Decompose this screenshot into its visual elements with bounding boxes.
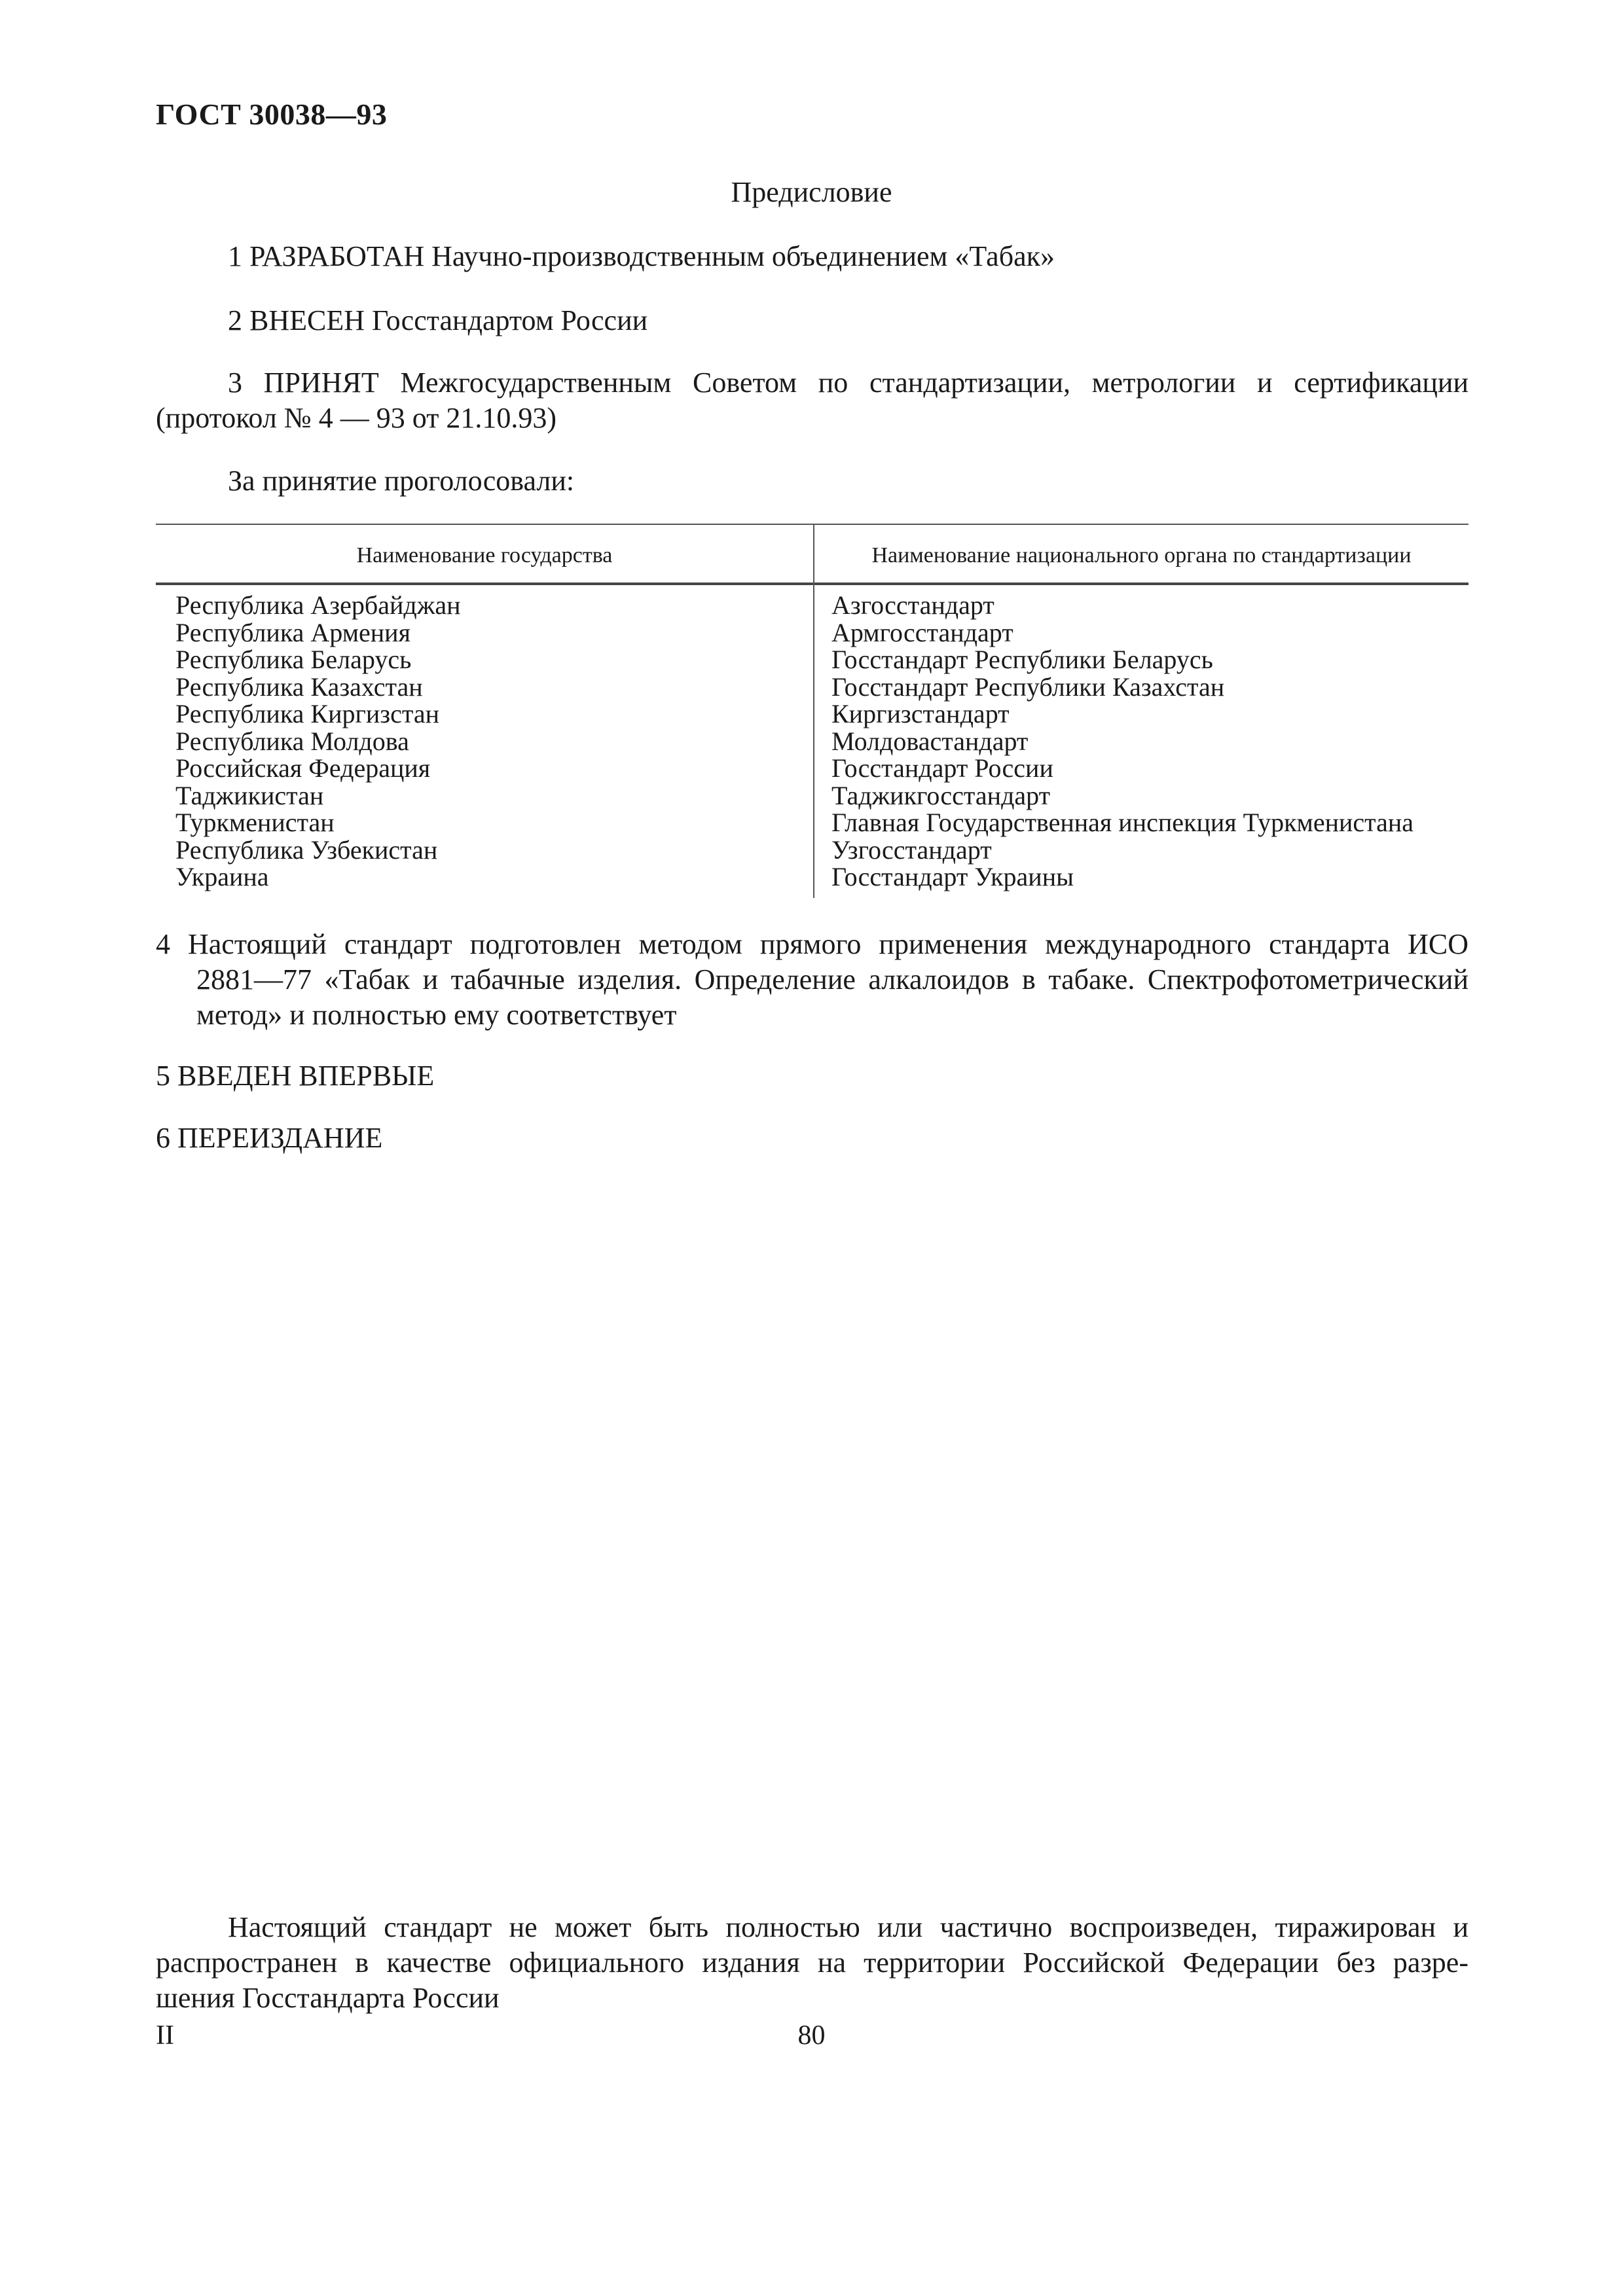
table-cell-state: Республика Узбекистан	[175, 834, 438, 865]
table-cell-body: Главная Государственная инспекция Туркменистана	[831, 808, 1414, 837]
foreword-item-submitted: 2 ВНЕСЕН Госстандартом России	[228, 304, 648, 336]
table-cell-state: Республика Молдова	[175, 726, 409, 756]
table-cell-body: Азгосстандарт	[831, 590, 994, 620]
table-cell-body: Молдовастандарт	[831, 726, 1029, 756]
foreword-item-adopted-line2: (протокол № 4 — 93 от 21.10.93)	[156, 402, 557, 434]
foreword-item-adopted-line1: 3 ПРИНЯТ Межгосударственным Советом по стандартизации, метрологии и сертификации	[228, 367, 1468, 399]
copyright-notice-line1: Настоящий стандарт не может быть полностью или частично воспроизведен, тиражирован и	[228, 1911, 1468, 1943]
table-header-state: Наименование государства	[356, 543, 613, 567]
roman-page-number: II	[156, 2020, 174, 2051]
table-cell-state: Республика Азербайджан	[175, 590, 461, 620]
table-header-body: Наименование национального органа по стандартизации	[871, 543, 1412, 567]
page-number: 80	[797, 2020, 826, 2051]
voting-states-table	[156, 524, 1468, 898]
voted-intro: За принятие проголосовали:	[228, 465, 575, 497]
copyright-notice-line3: шения Госстандарта России	[156, 1982, 500, 2014]
table-header-rule	[156, 583, 1468, 585]
table-cell-body: Госстандарт Республики Казахстан	[831, 672, 1225, 702]
table-cell-body: Госстандарт России	[831, 753, 1053, 783]
table-cell-state: Таджикистан	[175, 780, 324, 810]
table-cell-state: Республика Беларусь	[175, 645, 412, 674]
item-introduced-first: 5 ВВЕДЕН ВПЕРВЫЕ	[156, 1060, 435, 1092]
copyright-notice-line2: распространен в качестве официального издания на территории Российской Федерации без разре-	[156, 1946, 1468, 1979]
table-cell-body: Госстандарт Республики Беларусь	[831, 645, 1213, 674]
table-cell-state: Украина	[175, 862, 269, 891]
table-column-divider	[813, 524, 814, 898]
table-cell-body: Госстандарт Украины	[831, 862, 1074, 891]
standard-code-header: ГОСТ 30038—93	[156, 98, 388, 131]
item-iso-basis-line1: 4 Настоящий стандарт подготовлен методом прямого применения международного стандарта ИСО	[156, 928, 1468, 960]
item-iso-basis-line2: 2881—77 «Табак и табачные изделия. Определение алкалоидов в табаке. Спектрофотометрический	[196, 963, 1468, 996]
states-column	[175, 592, 461, 891]
foreword-title: Предисловие	[731, 176, 892, 208]
table-top-rule	[156, 524, 1468, 525]
table-cell-state: Республика Армения	[175, 617, 410, 647]
item-reissue: 6 ПЕРЕИЗДАНИЕ	[156, 1122, 383, 1154]
bodies-column	[831, 592, 1413, 891]
table-cell-body: Армгосстандарт	[831, 617, 1013, 647]
table-cell-body: Узгосстандарт	[831, 834, 992, 865]
table-cell-state: Республика Казахстан	[175, 672, 423, 702]
table-cell-body: Таджикгосстандарт	[831, 780, 1051, 810]
table-cell-body: Киргизстандарт	[831, 699, 1010, 728]
table-cell-state: Республика Киргизстан	[175, 699, 439, 728]
item-iso-basis-line3: метод» и полностью ему соответствует	[196, 999, 677, 1031]
foreword-item-developed: 1 РАЗРАБОТАН Научно-производственным объединением «Табак»	[228, 240, 1055, 272]
table-cell-state: Российская Федерация	[175, 753, 431, 783]
table-cell-state: Туркменистан	[175, 808, 335, 837]
